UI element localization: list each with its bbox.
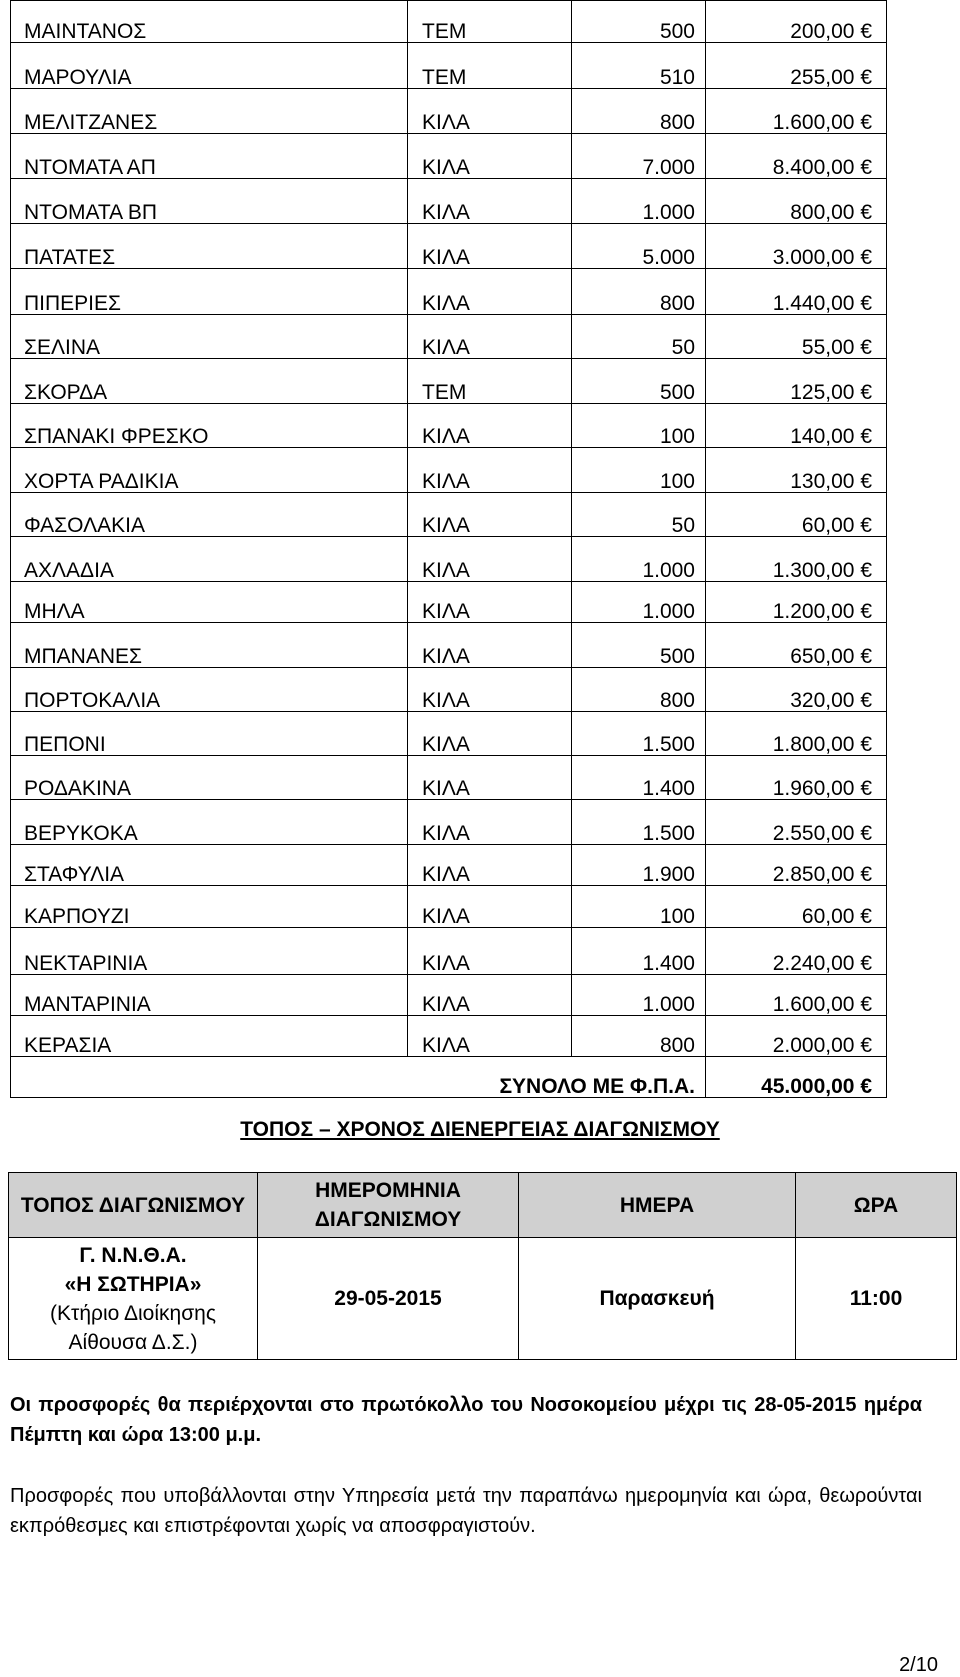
- place-line-4: Αίθουσα Δ.Σ.): [68, 1330, 198, 1354]
- item-value: 2.850,00 €: [706, 845, 887, 886]
- item-name: ΝΤΟΜΑΤΑ ΑΠ: [11, 134, 408, 179]
- table-row: [11, 623, 887, 668]
- item-value: 3.000,00 €: [706, 224, 887, 269]
- day-cell: Παρασκευή: [519, 1238, 796, 1360]
- item-name: ΧΟΡΤΑ ΡΑΔΙΚΙΑ: [11, 448, 408, 493]
- item-name: ΠΑΤΑΤΕΣ: [11, 224, 408, 269]
- item-quantity: 100: [572, 404, 706, 448]
- item-value: 8.400,00 €: [706, 134, 887, 179]
- item-value: 200,00 €: [706, 1, 887, 43]
- schedule-header-row: [9, 1173, 957, 1238]
- item-value: 2.550,00 €: [706, 800, 887, 845]
- header-date: [258, 1173, 519, 1238]
- item-quantity: 7.000: [572, 134, 706, 179]
- item-unit: ΤΕΜ: [408, 43, 572, 89]
- item-unit: ΚΙΛΑ: [408, 404, 572, 448]
- table-row: [11, 493, 887, 537]
- item-unit: ΚΙΛΑ: [408, 1016, 572, 1057]
- header-date-line2: ΔΙΑΓΩΝΙΣΜΟΥ: [314, 1208, 462, 1231]
- item-value: 125,00 €: [706, 359, 887, 404]
- item-name: ΜΗΛΑ: [11, 582, 408, 623]
- item-quantity: 100: [572, 448, 706, 493]
- item-quantity: 5.000: [572, 224, 706, 269]
- table-row: [11, 668, 887, 712]
- item-quantity: 1.400: [572, 756, 706, 800]
- item-quantity: 100: [572, 886, 706, 928]
- item-unit: ΚΙΛΑ: [408, 975, 572, 1016]
- table-row: [11, 89, 887, 134]
- item-quantity: 500: [572, 359, 706, 404]
- table-row: [11, 224, 887, 269]
- item-value: 1.800,00 €: [706, 712, 887, 756]
- item-name: ΠΕΠΟΝΙ: [11, 712, 408, 756]
- item-quantity: 50: [572, 315, 706, 359]
- item-value: 650,00 €: [706, 623, 887, 668]
- item-value: 1.440,00 €: [706, 269, 887, 315]
- item-unit: ΚΙΛΑ: [408, 134, 572, 179]
- item-unit: ΚΙΛΑ: [408, 712, 572, 756]
- item-name: ΜΠΑΝΑΝΕΣ: [11, 623, 408, 668]
- item-unit: ΚΙΛΑ: [408, 845, 572, 886]
- table-row: [11, 582, 887, 623]
- header-day: ΗΜΕΡΑ: [519, 1173, 796, 1238]
- item-quantity: 1.000: [572, 582, 706, 623]
- item-unit: ΚΙΛΑ: [408, 537, 572, 582]
- item-value: 800,00 €: [706, 179, 887, 224]
- item-value: 320,00 €: [706, 668, 887, 712]
- place-line-2: «Η ΣΩΤΗΡΙΑ»: [64, 1272, 202, 1296]
- item-unit: ΚΙΛΑ: [408, 269, 572, 315]
- item-value: 1.960,00 €: [706, 756, 887, 800]
- item-unit: ΚΙΛΑ: [408, 315, 572, 359]
- item-name: ΑΧΛΑΔΙΑ: [11, 537, 408, 582]
- deadline-note: Οι προσφορές θα περιέρχονται στο πρωτόκολλο του Νοσοκομείου μέχρι τις 28-05-2015 ημέρα Πέμπτη και ώρα 13:00 μ.μ.: [10, 1394, 922, 1446]
- item-name: ΜΑΡΟΥΛΙΑ: [11, 43, 408, 89]
- header-date-line1: ΗΜΕΡΟΜΗΝΙΑ: [315, 1179, 461, 1202]
- table-row: [11, 359, 887, 404]
- item-name: ΡΟΔΑΚΙΝΑ: [11, 756, 408, 800]
- item-name: ΜΕΛΙΤΖΑΝΕΣ: [11, 89, 408, 134]
- total-row: [11, 1057, 887, 1098]
- item-value: 1.300,00 €: [706, 537, 887, 582]
- item-name: ΠΙΠΕΡΙΕΣ: [11, 269, 408, 315]
- item-quantity: 50: [572, 493, 706, 537]
- item-unit: ΚΙΛΑ: [408, 89, 572, 134]
- item-name: ΣΕΛΙΝΑ: [11, 315, 408, 359]
- item-name: ΣΠΑΝΑΚΙ ΦΡΕΣΚΟ: [11, 404, 408, 448]
- item-value: 55,00 €: [706, 315, 887, 359]
- table-row: [11, 756, 887, 800]
- item-quantity: 800: [572, 89, 706, 134]
- date-cell: 29-05-2015: [258, 1238, 519, 1360]
- item-unit: ΚΙΛΑ: [408, 886, 572, 928]
- item-unit: ΤΕΜ: [408, 1, 572, 43]
- item-unit: ΚΙΛΑ: [408, 224, 572, 269]
- item-unit: ΤΕΜ: [408, 359, 572, 404]
- items-table: [10, 0, 887, 1098]
- item-unit: ΚΙΛΑ: [408, 448, 572, 493]
- item-quantity: 800: [572, 269, 706, 315]
- item-name: ΣΚΟΡΔΑ: [11, 359, 408, 404]
- item-quantity: 500: [572, 623, 706, 668]
- item-name: ΠΟΡΤΟΚΑΛΙΑ: [11, 668, 408, 712]
- item-value: 2.240,00 €: [706, 928, 887, 975]
- item-unit: ΚΙΛΑ: [408, 668, 572, 712]
- item-quantity: 1.000: [572, 975, 706, 1016]
- item-value: 140,00 €: [706, 404, 887, 448]
- total-label: ΣΥΝΟΛΟ ΜΕ Φ.Π.Α.: [11, 1057, 706, 1098]
- item-value: 1.200,00 €: [706, 582, 887, 623]
- item-quantity: 510: [572, 43, 706, 89]
- table-row: [11, 134, 887, 179]
- item-quantity: 1.400: [572, 928, 706, 975]
- item-value: 60,00 €: [706, 493, 887, 537]
- header-place: ΤΟΠΟΣ ΔΙΑΓΩΝΙΣΜΟΥ: [9, 1173, 258, 1238]
- item-unit: ΚΙΛΑ: [408, 179, 572, 224]
- schedule-table: [8, 1172, 957, 1360]
- page-number: 2/10: [899, 1654, 938, 1676]
- place-cell: [9, 1238, 258, 1360]
- item-name: ΝΕΚΤΑΡΙΝΙΑ: [11, 928, 408, 975]
- table-row: [11, 1, 887, 43]
- table-row: [11, 43, 887, 89]
- item-name: ΚΕΡΑΣΙΑ: [11, 1016, 408, 1057]
- place-line-3: (Κτήριο Διοίκησης: [50, 1301, 216, 1325]
- table-row: [11, 1016, 887, 1057]
- item-name: ΜΑΙΝΤΑΝΟΣ: [11, 1, 408, 43]
- late-offers-note: Προσφορές που υποβάλλονται στην Υπηρεσία μετά την παραπάνω ημερομηνία και ώρα, θεωρούνται εκπρόθεσμες και επιστρέφονται χωρίς να αποσφραγιστούν.: [10, 1485, 922, 1537]
- table-row: [11, 315, 887, 359]
- item-unit: ΚΙΛΑ: [408, 493, 572, 537]
- time-cell: 11:00: [796, 1238, 957, 1360]
- item-quantity: 1.000: [572, 179, 706, 224]
- item-value: 1.600,00 €: [706, 89, 887, 134]
- table-row: [11, 845, 887, 886]
- table-row: [11, 269, 887, 315]
- table-row: [11, 179, 887, 224]
- table-row: [11, 712, 887, 756]
- item-unit: ΚΙΛΑ: [408, 928, 572, 975]
- table-row: [11, 800, 887, 845]
- item-quantity: 800: [572, 668, 706, 712]
- item-name: ΒΕΡΥΚΟΚΑ: [11, 800, 408, 845]
- item-unit: ΚΙΛΑ: [408, 756, 572, 800]
- item-quantity: 500: [572, 1, 706, 43]
- item-value: 255,00 €: [706, 43, 887, 89]
- total-value: 45.000,00 €: [706, 1057, 887, 1098]
- schedule-body-row: [9, 1238, 957, 1360]
- item-name: ΦΑΣΟΛΑΚΙΑ: [11, 493, 408, 537]
- header-time: ΩΡΑ: [796, 1173, 957, 1238]
- item-value: 1.600,00 €: [706, 975, 887, 1016]
- table-row: [11, 928, 887, 975]
- item-quantity: 1.500: [572, 800, 706, 845]
- item-unit: ΚΙΛΑ: [408, 623, 572, 668]
- item-value: 2.000,00 €: [706, 1016, 887, 1057]
- item-value: 60,00 €: [706, 886, 887, 928]
- table-row: [11, 537, 887, 582]
- item-quantity: 1.900: [572, 845, 706, 886]
- item-unit: ΚΙΛΑ: [408, 800, 572, 845]
- table-row: [11, 975, 887, 1016]
- place-line-1: Γ. Ν.Ν.Θ.Α.: [79, 1243, 187, 1267]
- item-unit: ΚΙΛΑ: [408, 582, 572, 623]
- item-quantity: 1.000: [572, 537, 706, 582]
- table-row: [11, 404, 887, 448]
- item-name: ΣΤΑΦΥΛΙΑ: [11, 845, 408, 886]
- item-quantity: 800: [572, 1016, 706, 1057]
- item-name: ΚΑΡΠΟΥΖΙ: [11, 886, 408, 928]
- item-name: ΜΑΝΤΑΡΙΝΙΑ: [11, 975, 408, 1016]
- item-quantity: 1.500: [572, 712, 706, 756]
- item-value: 130,00 €: [706, 448, 887, 493]
- table-row: [11, 886, 887, 928]
- item-name: ΝΤΟΜΑΤΑ ΒΠ: [11, 179, 408, 224]
- table-row: [11, 448, 887, 493]
- schedule-title: ΤΟΠΟΣ – ΧΡΟΝΟΣ ΔΙΕΝΕΡΓΕΙΑΣ ΔΙΑΓΩΝΙΣΜΟΥ: [240, 1118, 720, 1141]
